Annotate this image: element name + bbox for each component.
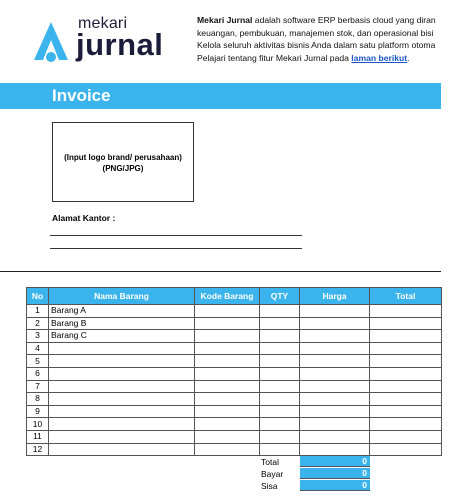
qty-cell[interactable] <box>260 405 300 418</box>
total-cell[interactable] <box>370 305 442 318</box>
table-row <box>27 305 442 318</box>
qty-cell[interactable] <box>260 355 300 368</box>
item-code-cell[interactable] <box>195 393 260 406</box>
item-code-cell[interactable] <box>195 355 260 368</box>
item-name-cell[interactable] <box>49 443 195 456</box>
item-name-cell[interactable] <box>49 393 195 406</box>
item-name-cell[interactable] <box>49 342 195 355</box>
intro-brand: Mekari Jurnal <box>197 15 253 25</box>
total-cell[interactable] <box>370 443 442 456</box>
item-code-cell[interactable] <box>195 367 260 380</box>
row-no: 6 <box>27 367 49 380</box>
table-row <box>27 355 442 368</box>
item-name-cell[interactable] <box>49 367 195 380</box>
col-header-total: Total <box>370 288 442 305</box>
qty-cell[interactable] <box>260 430 300 443</box>
learn-more-link[interactable]: laman berikut <box>351 52 408 63</box>
row-no: 5 <box>27 355 49 368</box>
invoice-banner <box>0 83 441 109</box>
qty-cell[interactable] <box>260 443 300 456</box>
total-cell[interactable] <box>370 430 442 443</box>
table-row <box>27 317 442 330</box>
row-no: 12 <box>27 443 49 456</box>
row-no: 10 <box>27 418 49 431</box>
table-header-row <box>27 288 442 305</box>
table-row <box>27 393 442 406</box>
item-name-cell[interactable]: Barang B <box>49 317 195 330</box>
summary-sisa-label: Sisa <box>261 481 278 491</box>
price-cell[interactable] <box>300 330 370 343</box>
price-cell[interactable] <box>300 305 370 318</box>
total-cell[interactable] <box>370 330 442 343</box>
qty-cell[interactable] <box>260 393 300 406</box>
total-cell[interactable] <box>370 317 442 330</box>
row-no: 3 <box>27 330 49 343</box>
col-header-kode-barang: Kode Barang <box>195 288 260 305</box>
col-header-qty: QTY <box>260 288 300 305</box>
table-row <box>27 342 442 355</box>
brand-name-small: mekari <box>78 15 128 32</box>
summary-total-label: Total <box>261 457 279 467</box>
summary-bayar-row <box>259 468 371 480</box>
qty-cell[interactable] <box>260 330 300 343</box>
item-name-cell[interactable] <box>49 430 195 443</box>
col-header-no: No <box>27 288 49 305</box>
table-row <box>27 330 442 343</box>
qty-cell[interactable] <box>260 418 300 431</box>
summary-total-row <box>259 456 371 468</box>
row-no: 8 <box>27 393 49 406</box>
table-row <box>27 443 442 456</box>
item-code-cell[interactable] <box>195 430 260 443</box>
item-name-cell[interactable] <box>49 418 195 431</box>
item-name-cell[interactable] <box>49 380 195 393</box>
item-code-cell[interactable] <box>195 330 260 343</box>
item-code-cell[interactable] <box>195 380 260 393</box>
summary-bayar-label: Bayar <box>261 469 284 479</box>
item-code-cell[interactable] <box>195 418 260 431</box>
table-row <box>27 418 442 431</box>
total-cell[interactable] <box>370 380 442 393</box>
total-cell[interactable] <box>370 355 442 368</box>
price-cell[interactable] <box>300 418 370 431</box>
summary-sisa-value: 0 <box>300 480 370 491</box>
logo-box-label: (Input logo brand/ perusahaan) <box>64 153 182 162</box>
total-cell[interactable] <box>370 393 442 406</box>
qty-cell[interactable] <box>260 317 300 330</box>
brand-logo <box>30 14 170 70</box>
qty-cell[interactable] <box>260 342 300 355</box>
price-cell[interactable] <box>300 355 370 368</box>
item-name-cell[interactable] <box>49 355 195 368</box>
price-cell[interactable] <box>300 380 370 393</box>
row-no: 11 <box>27 430 49 443</box>
items-table <box>26 287 442 456</box>
logo-upload-box[interactable] <box>52 122 194 202</box>
row-no: 9 <box>27 405 49 418</box>
col-header-harga: Harga <box>300 288 370 305</box>
item-code-cell[interactable] <box>195 305 260 318</box>
qty-cell[interactable] <box>260 367 300 380</box>
col-header-nama-barang: Nama Barang <box>49 288 195 305</box>
summary-total-value: 0 <box>300 456 370 467</box>
total-cell[interactable] <box>370 367 442 380</box>
total-cell[interactable] <box>370 418 442 431</box>
price-cell[interactable] <box>300 393 370 406</box>
row-no: 2 <box>27 317 49 330</box>
row-no: 7 <box>27 380 49 393</box>
address-line-1[interactable] <box>50 235 302 236</box>
address-line-2[interactable] <box>50 248 302 249</box>
row-no: 4 <box>27 342 49 355</box>
total-cell[interactable] <box>370 342 442 355</box>
summary-bayar-value[interactable]: 0 <box>300 468 370 479</box>
price-cell[interactable] <box>300 367 370 380</box>
row-no: 1 <box>27 305 49 318</box>
price-cell[interactable] <box>300 405 370 418</box>
summary-sisa-row <box>259 480 371 492</box>
invoice-title: Invoice <box>52 86 111 105</box>
mekari-logo-icon <box>30 20 72 64</box>
price-cell[interactable] <box>300 443 370 456</box>
address-label: Alamat Kantor : <box>52 213 116 223</box>
price-cell[interactable] <box>300 342 370 355</box>
table-row <box>27 367 442 380</box>
qty-cell[interactable] <box>260 380 300 393</box>
table-row <box>27 380 442 393</box>
item-code-cell[interactable] <box>195 405 260 418</box>
section-divider <box>0 271 441 272</box>
total-cell[interactable] <box>370 405 442 418</box>
item-name-cell[interactable] <box>49 405 195 418</box>
price-cell[interactable] <box>300 430 370 443</box>
intro-text: Mekari Jurnal adalah software ERP berbasis cloud yang diran keuangan, pembukuan, manajemen stok, dan operasional bisi Kelola seluruh aktivitas bisnis Anda dalam satu platform otoma Pelajari tentang fitur Mekari Jurnal pada laman berikut. <box>197 15 436 63</box>
item-name-cell[interactable]: Barang A <box>49 305 195 318</box>
logo-box-format: (PNG/JPG) <box>102 164 144 173</box>
price-cell[interactable] <box>300 317 370 330</box>
qty-cell[interactable] <box>260 305 300 318</box>
item-name-cell[interactable]: Barang C <box>49 330 195 343</box>
brand-name-big: jurnal <box>76 27 164 62</box>
item-code-cell[interactable] <box>195 443 260 456</box>
item-code-cell[interactable] <box>195 317 260 330</box>
table-row <box>27 405 442 418</box>
item-code-cell[interactable] <box>195 342 260 355</box>
table-row <box>27 430 442 443</box>
